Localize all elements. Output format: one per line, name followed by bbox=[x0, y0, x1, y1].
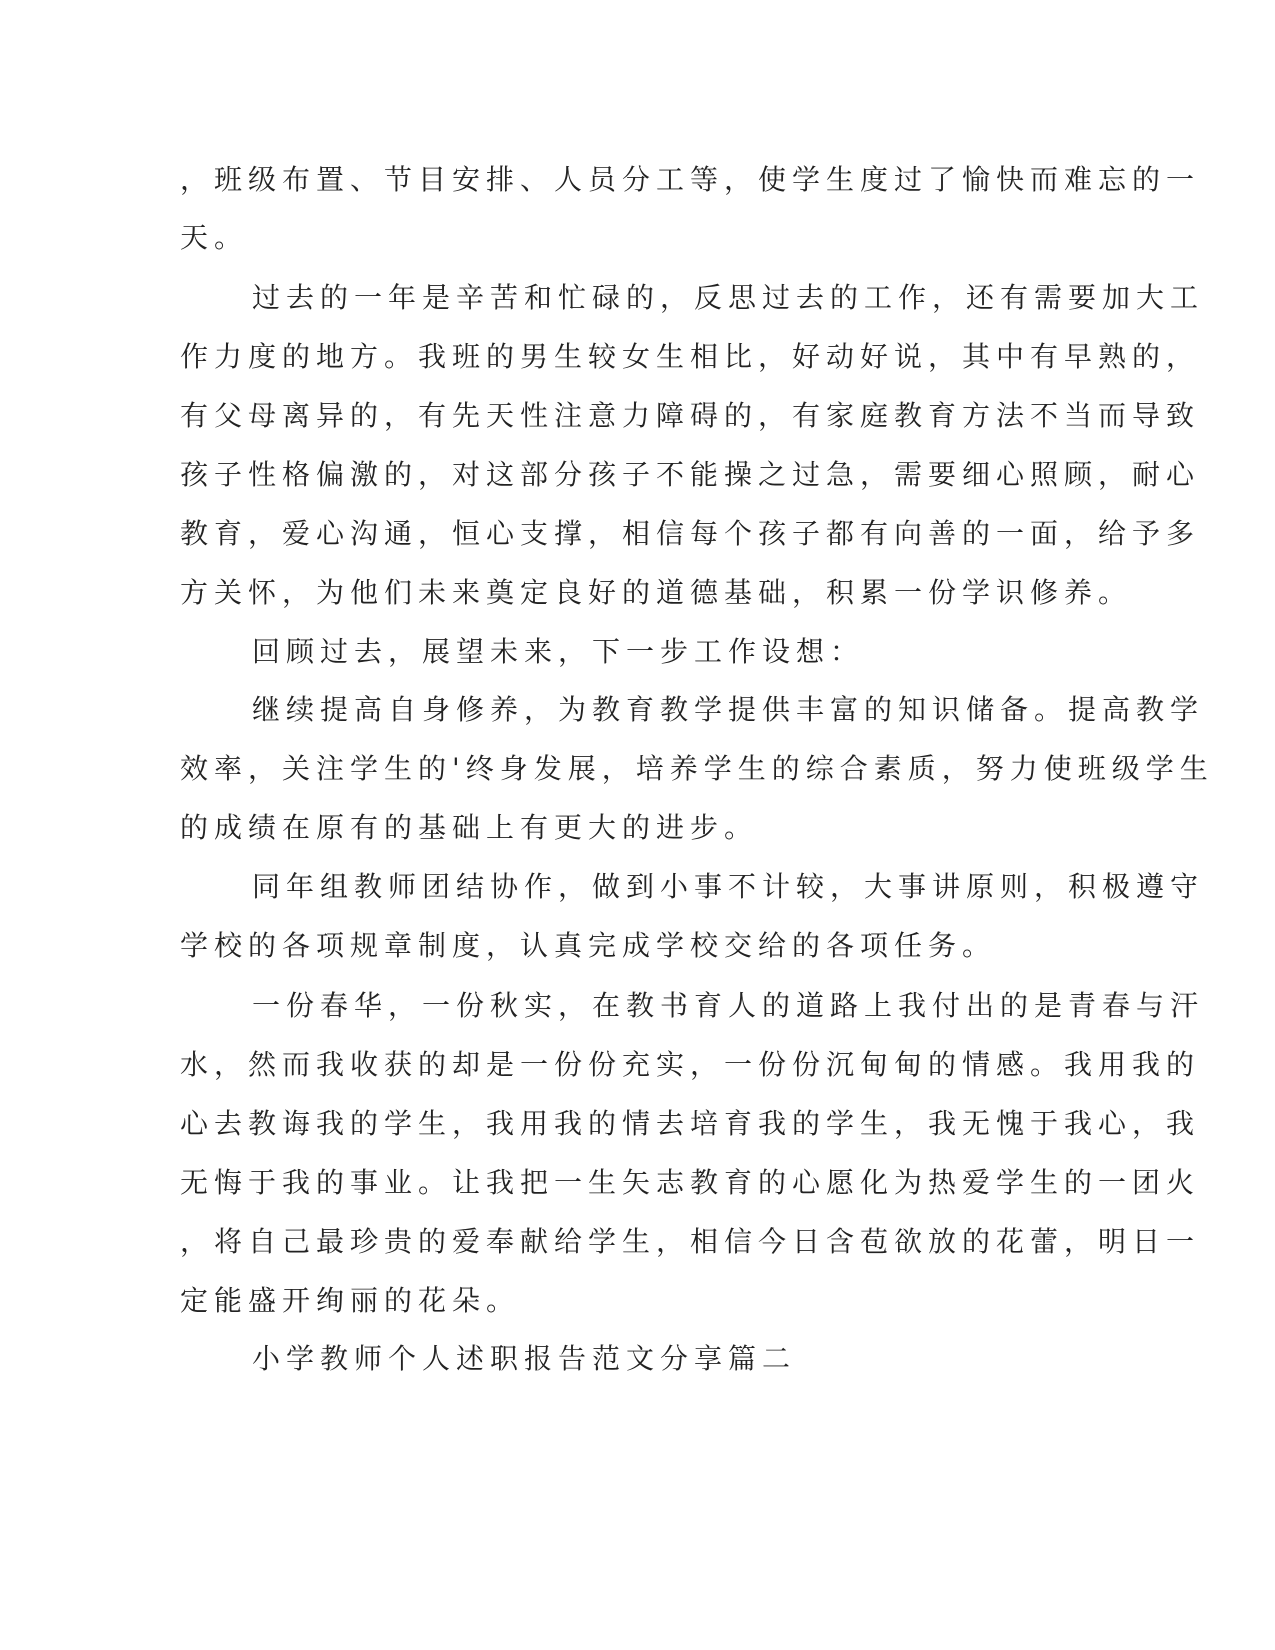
text-line: 无悔于我的事业。让我把一生矢志教育的心愿化为热爱学生的一团火 bbox=[180, 1166, 1201, 1199]
paragraph-start-line: 同年组教师团结协作，做到小事不计较，大事讲原则，积极遵守 bbox=[252, 870, 1205, 903]
text-line: 教育，爱心沟通，恒心支撑，相信每个孩子都有向善的一面，给予多 bbox=[180, 517, 1201, 550]
text-line: 学校的各项规章制度，认真完成学校交给的各项任务。 bbox=[180, 929, 997, 962]
text-line: 作力度的地方。我班的男生较女生相比，好动好说，其中有早熟的， bbox=[180, 340, 1201, 373]
text-line: 方关怀，为他们未来奠定良好的道德基础，积累一份学识修养。 bbox=[180, 576, 1133, 609]
text-line: 有父母离异的，有先天性注意力障碍的，有家庭教育方法不当而导致 bbox=[180, 399, 1201, 432]
text-line: 心去教诲我的学生，我用我的情去培育我的学生，我无愧于我心，我 bbox=[180, 1107, 1201, 1140]
text-line: ，将自己最珍贵的爱奉献给学生，相信今日含苞欲放的花蕾，明日一 bbox=[180, 1225, 1201, 1258]
text-line: 天。 bbox=[180, 221, 249, 254]
text-line: 水，然而我收获的却是一份份充实，一份份沉甸甸的情感。我用我的 bbox=[180, 1048, 1201, 1081]
text-line: 孩子性格偏激的，对这部分孩子不能操之过急，需要细心照顾，耐心 bbox=[180, 458, 1201, 491]
text-line: ，班级布置、节目安排、人员分工等，使学生度过了愉快而难忘的一 bbox=[180, 163, 1201, 196]
paragraph-start-line: 回顾过去，展望未来，下一步工作设想： bbox=[252, 635, 865, 668]
text-line: 的成绩在原有的基础上有更大的进步。 bbox=[180, 811, 759, 844]
paragraph-start-line: 过去的一年是辛苦和忙碌的，反思过去的工作，还有需要加大工 bbox=[252, 281, 1205, 314]
text-line: 效率，关注学生的'终身发展，培养学生的综合素质，努力使班级学生 bbox=[180, 752, 1214, 785]
paragraph-start-line: 继续提高自身修养，为教育教学提供丰富的知识储备。提高教学 bbox=[252, 693, 1205, 726]
paragraph-start-line: 一份春华，一份秋实，在教书育人的道路上我付出的是青春与汗 bbox=[252, 989, 1205, 1022]
section-heading: 小学教师个人述职报告范文分享篇二 bbox=[252, 1342, 797, 1375]
text-line: 定能盛开绚丽的花朵。 bbox=[180, 1284, 521, 1317]
